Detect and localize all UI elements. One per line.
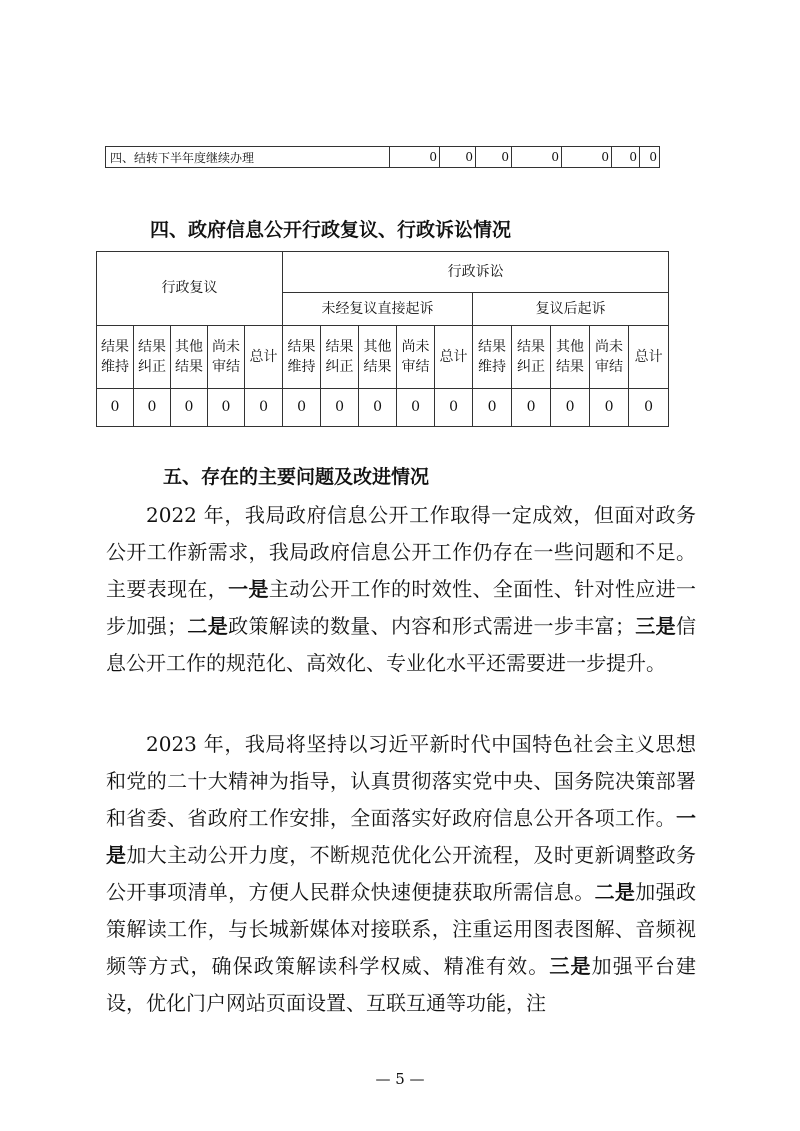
- subheader-after-review: 复议后起诉: [473, 293, 669, 326]
- carry-row-label: 四、结转下半年度继续办理: [106, 147, 390, 168]
- column-header: 结果纠正: [134, 326, 171, 389]
- column-header: 总计: [435, 326, 473, 389]
- paragraph-text: 2023 年，我局将坚持以习近平新时代中国特色社会主义思想和党的二十大精神为指导，认真贯彻落实党中央、国务院决策部署和省委、省政府工作安排，全面落实好政府信息公开各项工作。: [106, 732, 696, 830]
- keyword-third: 三是: [634, 614, 677, 638]
- table-cell: 0: [283, 389, 321, 427]
- column-header: 结果维持: [473, 326, 512, 389]
- carry-over-table: [105, 146, 660, 168]
- column-header: 结果维持: [97, 326, 134, 389]
- paragraph-text: 加大主动公开力度，不断规范优化公开流程，及时更新调整政务公开事项清单，方便人民群众快速便捷获取所需信息。: [106, 843, 697, 904]
- section-five-heading: 五、存在的主要问题及改进情况: [163, 466, 430, 488]
- table-cell: 0: [390, 147, 440, 168]
- table-cell: 0: [397, 389, 435, 427]
- table-cell: 0: [321, 389, 359, 427]
- paragraph-text: 主动公开工作的时效性、全面性、针对性应进一步加强；: [106, 577, 697, 638]
- paragraph-text: 加强政策解读工作，与长城新媒体对接联系，注重运用图表图解、音频视频等方式，确保政策解读科学权威、精准有效。: [106, 880, 697, 978]
- table-cell: 0: [134, 389, 171, 427]
- table-cell: 0: [473, 389, 512, 427]
- group-header-review: 行政复议: [97, 252, 283, 326]
- table-cell: 0: [590, 389, 629, 427]
- column-header: 其他结果: [359, 326, 397, 389]
- column-header: 尚未审结: [397, 326, 435, 389]
- keyword-second: 二是: [594, 880, 636, 904]
- table-cell: 0: [512, 389, 551, 427]
- table-cell: 0: [359, 389, 397, 427]
- table-header-row: [97, 252, 669, 293]
- table-header-row: [97, 326, 669, 389]
- column-header: 尚未审结: [208, 326, 245, 389]
- table-cell: 0: [435, 389, 473, 427]
- table-cell: 0: [612, 147, 640, 168]
- table-cell: 0: [562, 147, 612, 168]
- column-header: 其他结果: [171, 326, 208, 389]
- column-header: 尚未审结: [590, 326, 629, 389]
- table-cell: 0: [512, 147, 562, 168]
- section-four-heading: 四、政府信息公开行政复议、行政诉讼情况: [150, 219, 512, 241]
- table-cell: 0: [245, 389, 283, 427]
- table-cell: 0: [551, 389, 590, 427]
- paragraph-text: 2022 年，我局政府信息公开工作取得一定成效，但面对政务公开工作新需求，我局政府信息公开工作仍存在一些问题和不足。主要表现在，: [106, 503, 696, 601]
- table-cell: 0: [208, 389, 245, 427]
- keyword-first: 一是: [106, 806, 696, 867]
- paragraph-text: 信息公开工作的规范化、高效化、专业化水平还需要进一步提升。: [106, 614, 697, 675]
- keyword-third: 三是: [549, 954, 592, 978]
- table-cell: 0: [629, 389, 669, 427]
- subheader-direct-suit: 未经复议直接起诉: [283, 293, 473, 326]
- column-header: 结果维持: [283, 326, 321, 389]
- column-header: 其他结果: [551, 326, 590, 389]
- group-header-litigation: 行政诉讼: [283, 252, 669, 293]
- review-litigation-table: [96, 251, 669, 427]
- table-cell: 0: [640, 147, 660, 168]
- column-header: 结果纠正: [512, 326, 551, 389]
- keyword-second: 二是: [187, 614, 229, 638]
- column-header: 结果纠正: [321, 326, 359, 389]
- page-number: — 5 —: [375, 1070, 425, 1088]
- improvement-paragraph: [106, 726, 696, 1022]
- table-row: [106, 147, 660, 168]
- keyword-first: 一是: [228, 577, 269, 601]
- problems-paragraph: [106, 497, 696, 682]
- table-cell: 0: [476, 147, 512, 168]
- column-header: 总计: [245, 326, 283, 389]
- table-row: [97, 389, 669, 427]
- paragraph-text: 加强平台建设，优化门户网站页面设置、互联互通等功能，注: [106, 954, 697, 1015]
- table-cell: 0: [97, 389, 134, 427]
- column-header: 总计: [629, 326, 669, 389]
- table-cell: 0: [440, 147, 476, 168]
- paragraph-text: 政策解读的数量、内容和形式需进一步丰富；: [228, 614, 635, 638]
- table-cell: 0: [171, 389, 208, 427]
